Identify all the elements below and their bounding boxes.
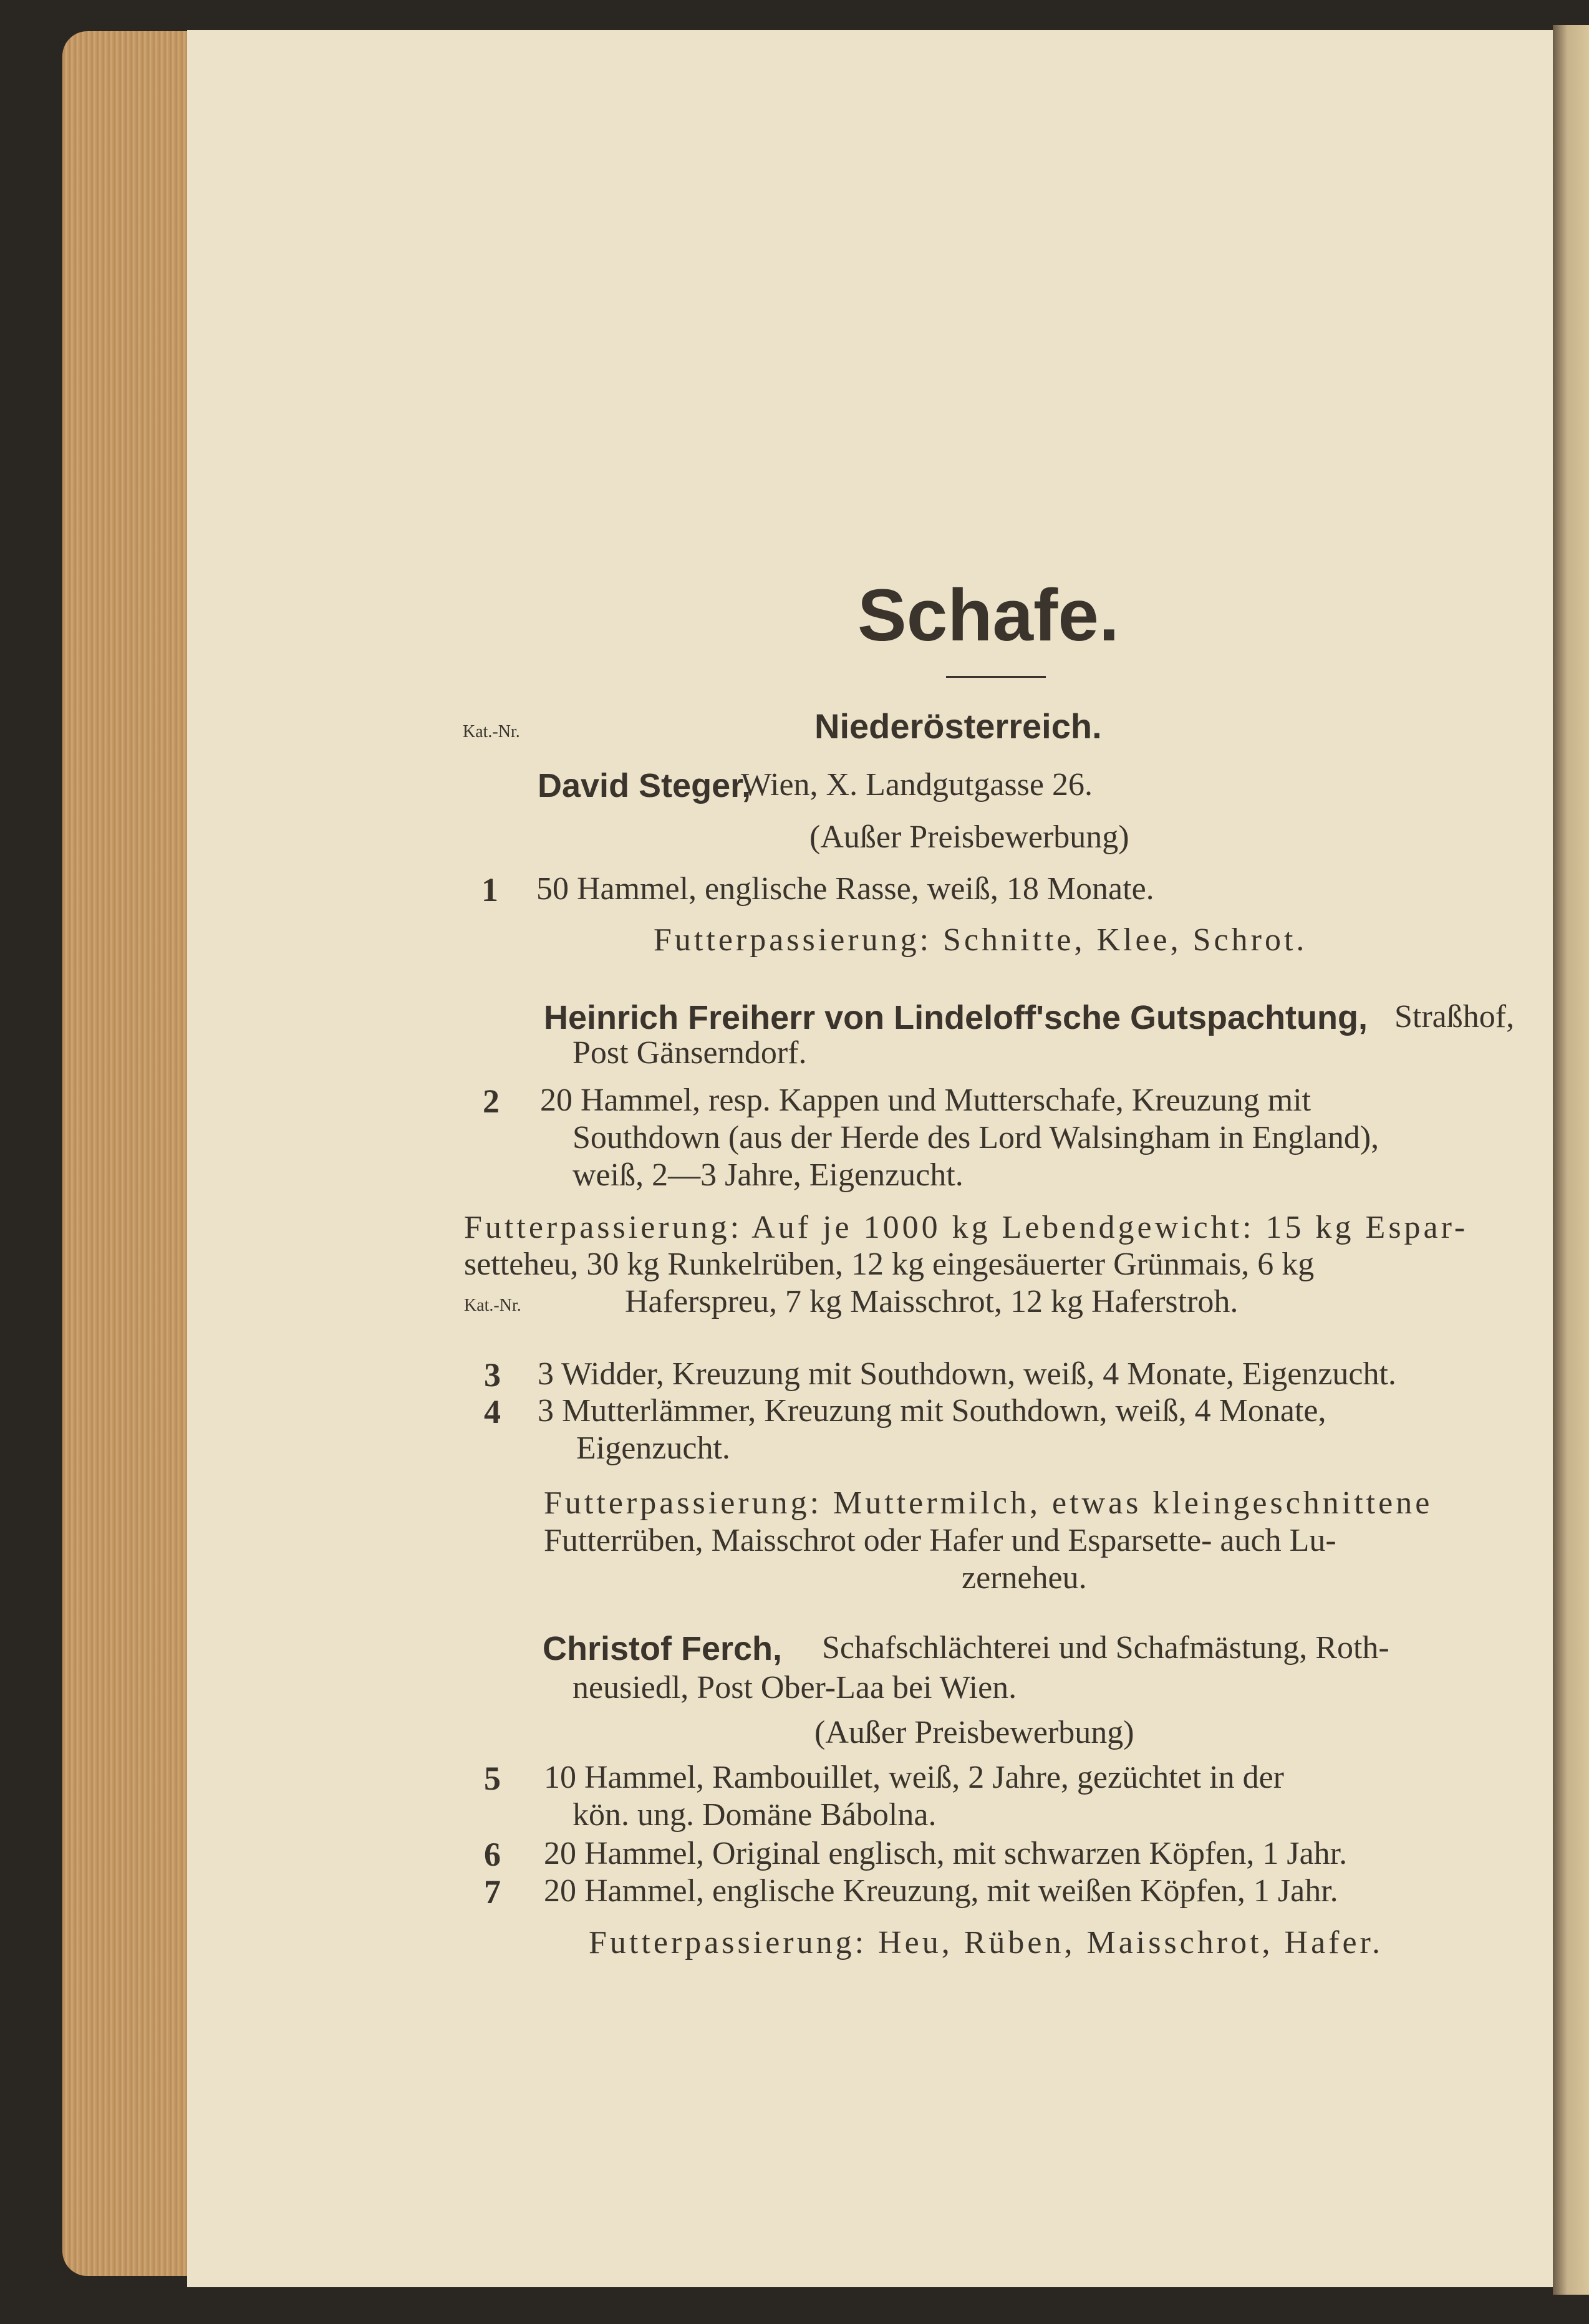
catalog-number: 6 [484, 1836, 501, 1873]
catalog-number: 4 [484, 1393, 501, 1430]
feeding-line: zerneheu. [962, 1560, 1087, 1596]
feeding-line: Futterpassierung: Heu, Rüben, Maisschrot, Hafer. [589, 1925, 1384, 1960]
entry-line: Southdown (aus der Herde des Lord Walsingham in England), [572, 1120, 1379, 1155]
kat-nr-header: Kat.-Nr. [463, 722, 520, 741]
entry-line: 20 Hammel, Original englisch, mit schwarzen Köpfen, 1 Jahr. [544, 1836, 1348, 1871]
feeding-line: Futterrüben, Maisschrot oder Hafer und Esparsette- auch Lu- [544, 1523, 1336, 1558]
catalog-number: 3 [484, 1356, 501, 1394]
exhibitor-address: Straßhof, [1394, 999, 1515, 1034]
entry-line: 20 Hammel, resp. Kappen und Mutterschafe, Kreuzung mit [540, 1082, 1311, 1118]
entry-line: 3 Mutterlämmer, Kreuzung mit Southdown, weiß, 4 Monate, [538, 1393, 1326, 1429]
catalog-number: 5 [484, 1760, 501, 1797]
exhibitor-name: Heinrich Freiherr von Lindeloff'sche Gutspachtung, [544, 999, 1368, 1036]
entry-line: weiß, 2—3 Jahre, Eigenzucht. [572, 1157, 964, 1193]
note-line: (Außer Preisbewerbung) [814, 1715, 1134, 1750]
address-line: Post Gänserndorf. [572, 1035, 807, 1071]
feeding-line: setteheu, 30 kg Runkelrüben, 12 kg eingesäuerter Grünmais, 6 kg [464, 1246, 1315, 1282]
note-line: (Außer Preisbewerbung) [809, 819, 1129, 855]
address-line: neusiedl, Post Ober-Laa bei Wien. [572, 1670, 1017, 1705]
feeding-line: Futterpassierung: Muttermilch, etwas kleingeschnittene [544, 1485, 1433, 1521]
feeding-line: Haferspreu, 7 kg Maisschrot, 12 kg Haferstroh. [625, 1284, 1239, 1319]
entry-line: 10 Hammel, Rambouillet, weiß, 2 Jahre, gezüchtet in der [544, 1760, 1284, 1795]
kat-nr-footer: Kat.-Nr. [464, 1296, 521, 1315]
exhibitor-name: Christof Ferch, [543, 1630, 783, 1667]
page-title: Schafe. [857, 574, 1119, 657]
entry-line: 20 Hammel, englische Kreuzung, mit weißen Köpfen, 1 Jahr. [544, 1873, 1338, 1909]
page-edge-stack [62, 31, 193, 2276]
catalog-number: 1 [481, 871, 498, 909]
adjacent-page-edge [1553, 25, 1589, 2295]
catalog-number: 2 [483, 1082, 500, 1120]
feeding-line: Futterpassierung: Schnitte, Klee, Schrot. [654, 922, 1308, 958]
exhibitor-address: Schafschlächterei und Schafmästung, Roth- [822, 1630, 1389, 1666]
exhibitor-address: Wien, X. Landgutgasse 26. [741, 767, 1093, 803]
entry-line: 50 Hammel, englische Rasse, weiß, 18 Monate. [536, 871, 1154, 907]
entry-line: Eigenzucht. [576, 1430, 730, 1466]
feeding-line: Futterpassierung: Auf je 1000 kg Lebendgewicht: 15 kg Espar- [464, 1210, 1469, 1245]
exhibitor-name: David Steger, [538, 767, 751, 804]
entry-line: kön. ung. Domäne Bábolna. [572, 1797, 937, 1833]
title-divider [946, 676, 1046, 678]
catalog-number: 7 [484, 1873, 501, 1911]
region-heading: Niederösterreich. [814, 706, 1102, 746]
entry-line: 3 Widder, Kreuzung mit Southdown, weiß, 4 Monate, Eigenzucht. [538, 1356, 1396, 1392]
